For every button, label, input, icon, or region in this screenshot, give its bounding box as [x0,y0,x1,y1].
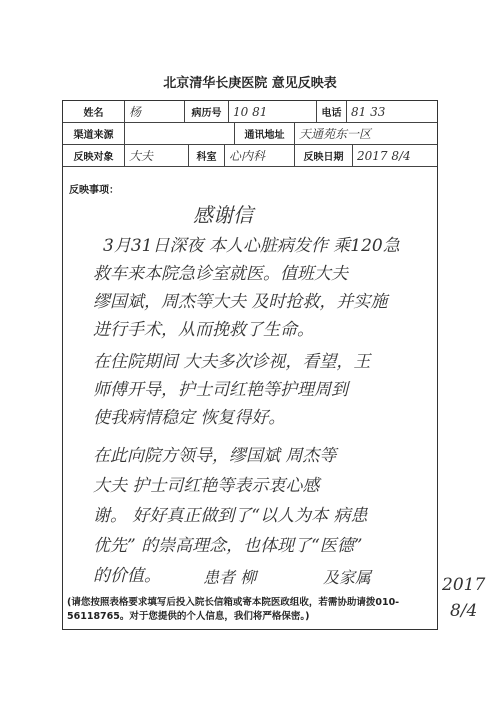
dept-value: 心内科 [225,145,295,166]
letter-line: 师傅开导，护士司红艳等护理周到 [93,380,348,400]
handwritten-date-md: 8/4 [449,601,478,621]
letter-line: 在住院期间 大夫多次诊视，看望，王 [93,352,371,372]
form-title: 北京清华长庚医院 意见反映表 [163,76,337,91]
target-value: 大夫 [125,145,189,166]
address-label: 通讯地址 [235,123,295,144]
letter-heading: 感谢信 [193,203,253,227]
letter-line: 3月31日深夜 本人心脏病发作 乘120急 [103,236,400,256]
date-label: 反映日期 [295,145,353,166]
address-value: 天通苑东一区 [299,127,372,141]
letter-line: 在此向院方领导，缪国斌 周杰等 [93,446,337,466]
letter-line: 谢。 好好真正做到了“以人为本 病患 [93,506,368,526]
record-no-value: 10 81 [229,101,317,122]
handwritten-date-year: 2017 [442,575,486,595]
dept-label: 科室 [189,145,225,166]
channel-label: 渠道来源 [63,123,125,144]
feedback-form [62,100,438,630]
phone-label: 电话 [317,101,347,122]
form-row-name [63,101,437,123]
channel-value [125,123,235,144]
record-no-label: 病历号 [185,101,229,122]
letter-line: 的价值。 [93,566,161,586]
letter-line: 使我病情稳定 恢复得好。 [93,408,286,428]
target-label: 反映对象 [63,145,125,166]
form-row-channel [63,123,437,145]
letter-line: 救车来本院急诊室就医。值班大夫 [93,264,348,284]
signature-patient: 患者 柳 [203,568,257,587]
date-value: 2017 8/4 [357,148,411,163]
letter-line: 大夫 护士司红艳等表示衷心感 [93,476,320,496]
handwritten-date [442,572,485,624]
name-label: 姓名 [63,101,125,122]
signature-family: 及家属 [323,568,372,587]
phone-value: 81 33 [351,104,386,119]
letter-line: 优先” 的崇高理念，也体现了“医德” [93,536,363,556]
form-row-target [63,145,437,167]
content-label: 反映事项： [69,185,119,196]
letter-line: 缪国斌，周杰等大夫 及时抢救，并实施 [93,292,388,312]
footer-note: (请您按照表格要求填写后投入院长信箱或寄本院医政组收，若需协助请拨010-56118765。对于您提供的个人信息，我们将严格保密。) [67,597,400,622]
letter-line: 进行手术，从而挽救了生命。 [93,320,314,340]
name-value: 杨 [125,101,185,122]
